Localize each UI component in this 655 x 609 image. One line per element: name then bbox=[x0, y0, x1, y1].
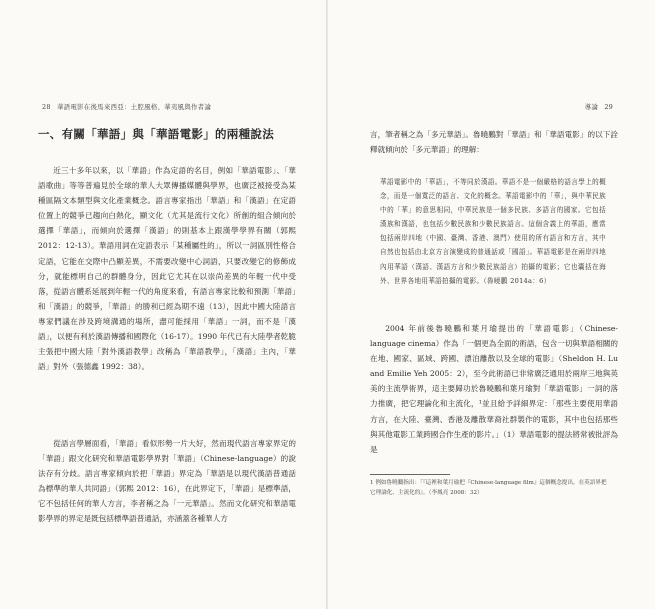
left-running-title: 華語電影在後馬來西亞：土腔風格、華夷風與作者論 bbox=[56, 103, 212, 111]
right-page-number: 29 bbox=[604, 103, 613, 111]
left-paragraph-2: 從語言學層面看，「華語」看似形勢一片大好，然而現代語言專家界定的「華語」跟文化研究和華語電影學界對「華語」（Chinese-language）的說法存有分歧。語言專家傾向於把「華語」界定為「華語是以現代漢語普通話為標準的華人共同語」（郭熙 2012：16），在此界定下，「華語」是標準語，它不包括任何的華人方言，李者稱之為「一元華語」。然而文化研究和華語電影學界的界定是既包括標準語普通話，亦涵蓋各種華人方 bbox=[38, 439, 296, 524]
right-running-header bbox=[585, 102, 617, 111]
right-page bbox=[328, 0, 655, 609]
left-paragraph-1: 近三十多年以來，以「華語」作為定語的名目，例如「華語電影」、「華語歌曲」等等普遍見於全球的華人大眾傳播媒體與學界，也廣泛被接受為某種區隔文本類型與文化產業概念。語言專家指出「華語」和「漢語」在定語位置上的競爭已趨向白熱化，顯文化（尤其是流行文化）所創的組合傾向於選擇「華語」，而傾向於選擇「漢語」的則基本上跟漢學學界有關（郭熙 2012：12-13）。華語用詞在定語表示「某種屬性的」，所以一詞區別性格合定語，它能在交際中凸顯差異，不需要改變中心詞語，只要改變它的修飾成分，就能標明自己的群體身分，因此它尤其在以崇尚差異的年輕一代中受落，從語言體系延展到年輕一代的角度來看，有語言專家比較和預測「華語」和「漢語」的競爭，「華語」的勝利已經為期不遠（13），因此中國大陸語言專家們議在涉及跨境溝通的場所，盡可能採用「華語」一詞，而不是「漢語」，以便有利於漢語傳播和國際化（16-17）。1990 年代已有大陸學者乾脆主張把中國大陸「對外漢語教學」改稱為「華語教學」，「漢語」主內，「華語」對外（張德鑫 1992：38）。 bbox=[38, 166, 296, 372]
footnote: 1 例如魯曉鵬指出：「『這裡和葉月瑜把『Chinese-language film』這個概念提出，在英語界把它理論化、主流化的』。（李鳳亮 2008：32） bbox=[370, 480, 607, 496]
section-heading: 一、有關「華語」與「華語電影」的兩種說法 bbox=[38, 127, 274, 141]
right-running-title: 導論 bbox=[584, 103, 599, 111]
left-running-header bbox=[38, 102, 211, 111]
left-page-number: 28 bbox=[42, 103, 51, 111]
right-paragraph-1: 言，筆者稱之為「多元華語」。魯曉鵬對「華語」和「華語電影」的以下詮釋就傾向於「多元華語」的理解： bbox=[370, 130, 618, 155]
footnote-divider bbox=[370, 474, 450, 475]
left-page bbox=[0, 0, 327, 609]
right-paragraph-2: 2004 年前後魯曉鵬和葉月瑜提出的「華語電影」（Chinese-language cinema）作為「一個更為全面的術語，包含一切與華語相關的在地、國家、區域、跨國、漂泊離散以及全球的電影」（Sheldon H. Lu and Emilie Yeh 2005：2），至今此術語已非常廣泛通用於兩岸三地與英美的主流學術界，這主要歸功於魯曉鵬和葉月瑜對「華語電影」一詞的落力推廣，把它理論化和主流化，¹並且給予詳細界定：「那些主要使用華語方言，在大陸、臺灣、香港及離散華裔社群製作的電影，其中也包括那些與其他電影工業跨國合作生產的影片。」（1）華語電影的提法將常被批評為是 bbox=[370, 324, 618, 454]
block-quote: 華語電影中的「華語」，不等同於漢語。華語不是一個嚴格的語言學上的概念，而是一個寬泛的語言、文化的概念。華語電影中的「華」，與中華民族中的「華」的意思相同，中華民族是一個多民族、多語言的國家。它包括漢族和漢語，也包括少數民族和少數民族語言。這個含義上的華語，應當包括兩岸四地（中國、臺灣、香港、澳門）使用的所有語言和方言，其中自然也包括由北京方言演變成的普通話或「國語」。華語電影是在兩岸四地內用華語（漢語、漢語方言和少數民族語言）拍攝的電影；它也囊括在海外、世界各地用華語拍攝的電影。（魯曉鵬 2014a：6） bbox=[380, 178, 606, 285]
